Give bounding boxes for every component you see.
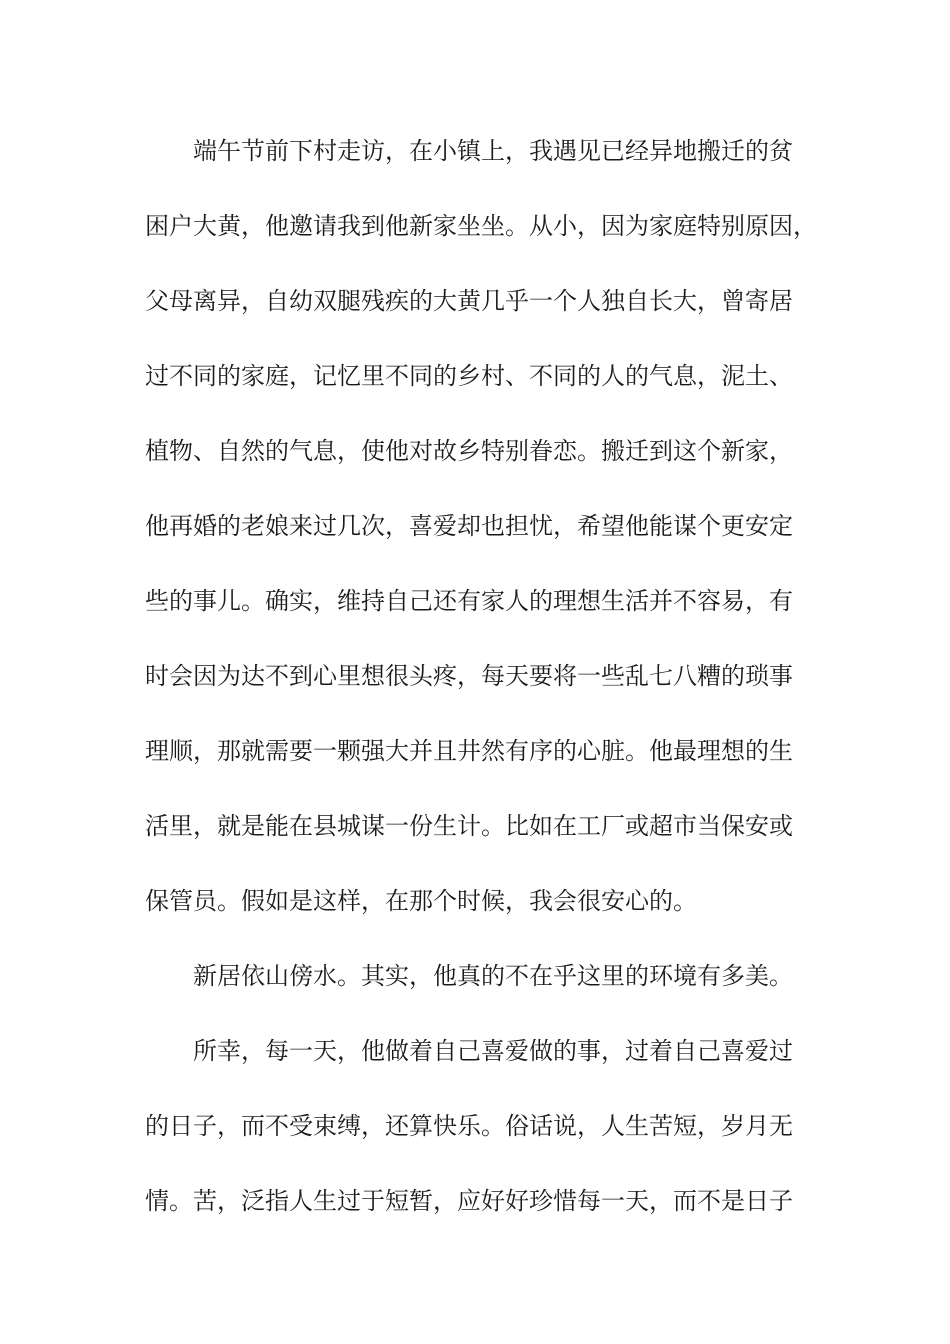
- text-line: 新居依山傍水。其实，他真的不在乎这里的环境有多美。: [193, 962, 793, 990]
- text-line: 植物、自然的气息，使他对故乡特别眷恋。搬迁到这个新家，: [145, 437, 793, 465]
- text-line: 困户大黄，他邀请我到他新家坐坐。从小，因为家庭特别原因，: [145, 212, 817, 240]
- text-line: 时会因为达不到心里想很头疼，每天要将一些乱七八糟的琐事: [145, 662, 793, 690]
- text-line: 所幸，每一天，他做着自己喜爱做的事，过着自己喜爱过: [193, 1037, 793, 1065]
- text-line: 情。苦，泛指人生过于短暂，应好好珍惜每一天，而不是日子: [145, 1187, 793, 1215]
- text-line: 端午节前下村走访，在小镇上，我遇见已经异地搬迁的贫: [193, 137, 793, 165]
- text-line: 理顺，那就需要一颗强大并且井然有序的心脏。他最理想的生: [145, 737, 793, 765]
- text-line: 父母离异，自幼双腿残疾的大黄几乎一个人独自长大，曾寄居: [145, 287, 793, 315]
- text-line: 保管员。假如是这样，在那个时候，我会很安心的。: [145, 887, 697, 915]
- text-line: 过不同的家庭，记忆里不同的乡村、不同的人的气息，泥土、: [145, 362, 793, 390]
- text-line: 些的事儿。确实，维持自己还有家人的理想生活并不容易，有: [145, 587, 793, 615]
- text-line: 他再婚的老娘来过几次，喜爱却也担忧，希望他能谋个更安定: [145, 512, 793, 540]
- text-line: 的日子，而不受束缚，还算快乐。俗话说，人生苦短，岁月无: [145, 1112, 793, 1140]
- text-line: 活里，就是能在县城谋一份生计。比如在工厂或超市当保安或: [145, 812, 793, 840]
